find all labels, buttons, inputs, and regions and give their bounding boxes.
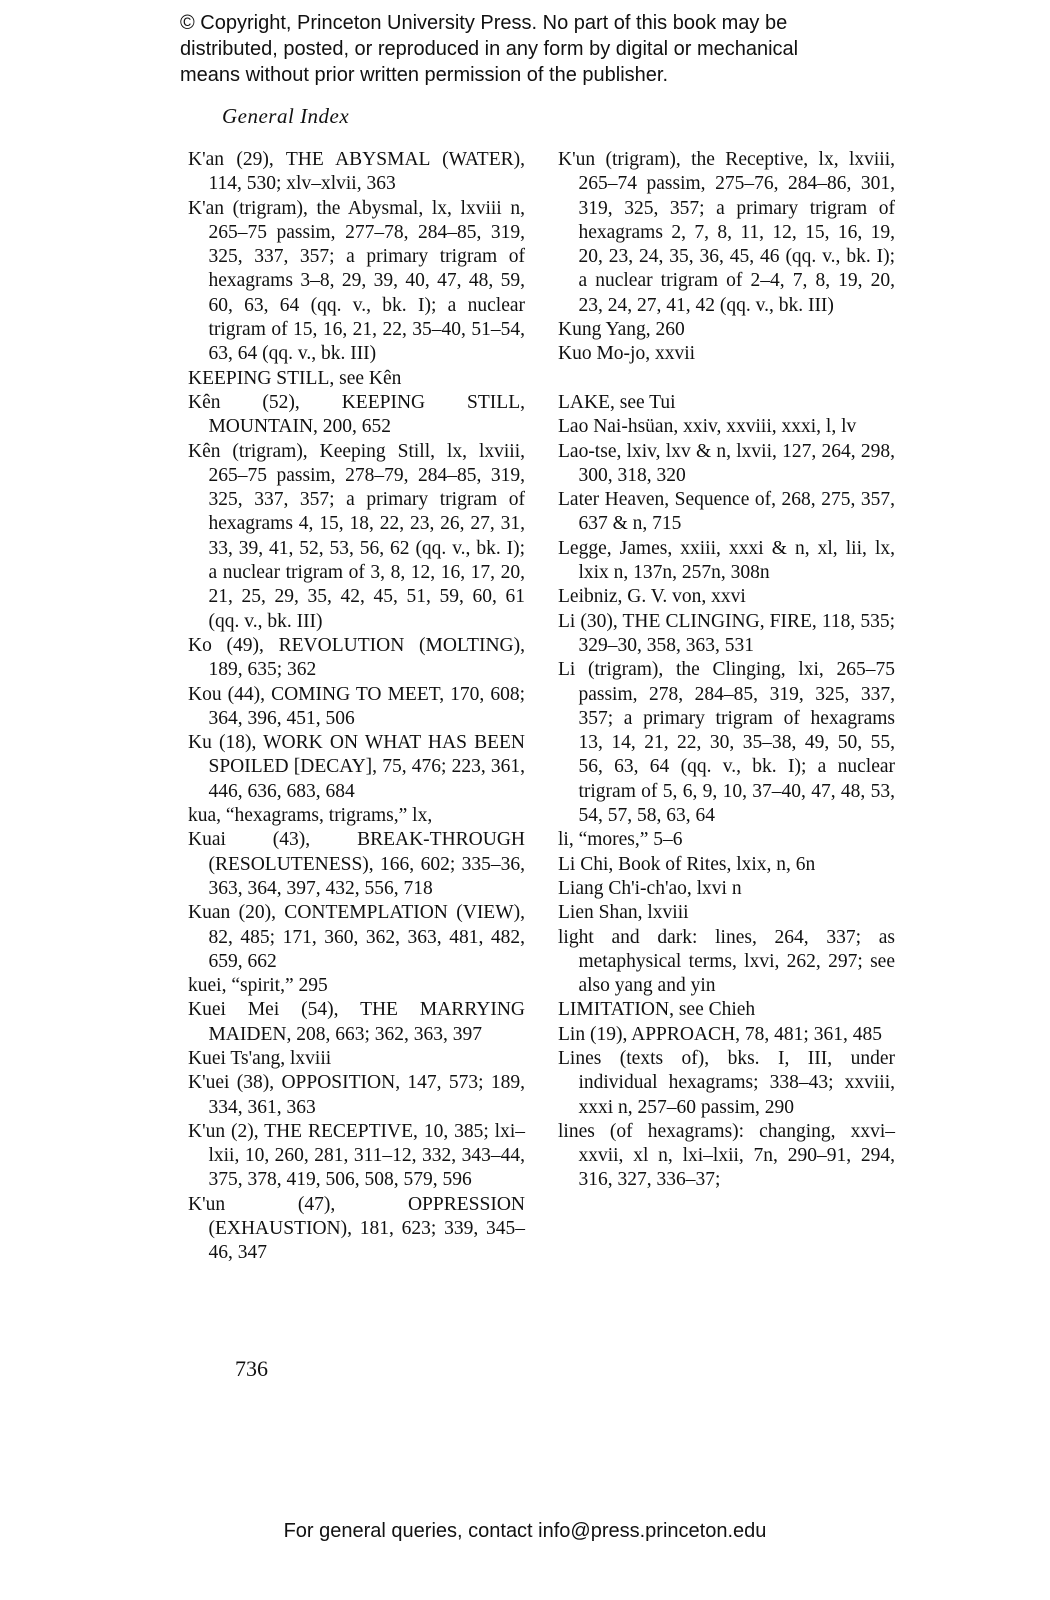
copyright-notice xyxy=(180,10,940,88)
copyright-line: means without prior written permission of the publisher. xyxy=(180,64,669,86)
index-entry: Kuo Mo-jo, xxvii xyxy=(558,343,696,365)
index-entry: KEEPING STILL, see Kên xyxy=(188,367,402,389)
index-entry: K'un (trigram), the Receptive, lx, lxviii, 265–74 passim, 275–76, 284–86, 301, 319, 325, 357; a primary trigram of hexagrams 2, 7, 8, 11, 12, 15, 16, 19, 20, 23, 24, 35, 36, 45, 46 (qq. v., bk. I); a nuclear trigram of 2–4, 7, 8, 19, 20, 23, 24, 27, 41, 42 (qq. v., bk. III) xyxy=(558,149,895,316)
running-head: General Index xyxy=(222,104,350,128)
index-column-right xyxy=(558,148,895,1193)
index-entry: Lao-tse, lxiv, lxv & n, lxvii, 127, 264, 298, 300, 318, 320 xyxy=(558,440,895,486)
copyright-line: © Copyright, Princeton University Press. No part of this book may be xyxy=(180,12,788,34)
index-entry: Lao Nai-hsüan, xxiv, xxviii, xxxi, l, lv xyxy=(558,416,857,438)
index-entry: Kên (52), KEEPING STILL, MOUNTAIN, 200, 652 xyxy=(188,391,525,438)
footer-contact: For general queries, contact info@press.princeton.edu xyxy=(283,1520,767,1542)
index-entry: Kuan (20), CONTEMPLATION (VIEW), 82, 485; 171, 360, 362, 363, 481, 482, 659, 662 xyxy=(188,902,525,972)
index-entry: LAKE, see Tui xyxy=(558,391,676,413)
index-entry: Lin (19), APPROACH, 78, 481; 361, 485 xyxy=(558,1023,882,1045)
index-entry: Kuei Ts'ang, lxviii xyxy=(188,1047,332,1069)
index-entry: Ku (18), WORK ON WHAT HAS BEEN SPOILED [DECAY], 75, 476; 223, 361, 446, 636, 683, 684 xyxy=(188,732,525,802)
page-number: 736 xyxy=(235,1356,268,1381)
index-entry: Kung Yang, 260 xyxy=(558,319,685,341)
index-entry: Legge, James, xxiii, xxxi & n, xl, lii, lx, lxix n, 137n, 257n, 308n xyxy=(558,537,895,584)
index-entry: li, “mores,” 5–6 xyxy=(558,829,683,851)
index-entry: Ko (49), REVOLUTION (MOLTING), 189, 635; 362 xyxy=(188,634,525,681)
index-entry: lines (of hexagrams): changing, xxvi–xxvii, xl n, lxi–lxii, 7n, 290–91, 294, 316, 327, 336–37; xyxy=(558,1120,895,1191)
index-entry: Kou (44), COMING TO MEET, 170, 608; 364, 396, 451, 506 xyxy=(188,683,525,729)
copyright-line: distributed, posted, or reproduced in any form by digital or mechanical xyxy=(180,38,799,60)
index-entry: K'an (29), THE ABYSMAL (WATER), 114, 530; xlv–xlvii, 363 xyxy=(188,149,525,195)
index-entry: K'an (trigram), the Abysmal, lx, lxviii n, 265–75 passim, 277–78, 284–85, 319, 325, 337, 357; a primary trigram of hexagrams 3–8, 29, 39, 40, 47, 48, 59, 60, 63, 64 (qq. v., bk. I); a nuclear trigram of 15, 16, 21, 22, 35–40, 51–54, 63, 64 (qq. v., bk. III) xyxy=(188,197,525,365)
index-entry: Liang Ch'i-ch'ao, lxvi n xyxy=(558,877,742,899)
index-entry: K'uei (38), OPPOSITION, 147, 573; 189, 334, 361, 363 xyxy=(188,1072,525,1118)
index-entry: Kuei Mei (54), THE MARRYING MAIDEN, 208, 663; 362, 363, 397 xyxy=(188,999,525,1045)
index-entry: Leibniz, G. V. von, xxvi xyxy=(558,586,746,608)
index-entry: K'un (2), THE RECEPTIVE, 10, 385; lxi–lxii, 10, 260, 281, 311–12, 332, 343–44, 375, 378, 419, 506, 508, 579, 596 xyxy=(188,1120,525,1191)
index-entry: K'un (47), OPPRESSION (EXHAUSTION), 181, 623; 339, 345–46, 347 xyxy=(188,1193,525,1264)
index-entry: Li (30), THE CLINGING, FIRE, 118, 535; 329–30, 358, 363, 531 xyxy=(558,610,895,656)
index-entry: Later Heaven, Sequence of, 268, 275, 357, 637 & n, 715 xyxy=(558,489,895,535)
index-entry: Kên (trigram), Keeping Still, lx, lxviii, 265–75 passim, 278–79, 284–85, 319, 325, 337, 357; a primary trigram of hexagrams 4, 15, 18, 22, 23, 26, 27, 31, 33, 39, 41, 52, 53, 56, 62 (qq. v., bk. I); a nuclear trigram of 3, 8, 12, 16, 17, 20, 21, 25, 29, 35, 42, 45, 51, 59, 60, 61 (qq. v., bk. III) xyxy=(188,440,525,632)
index-entry: Lines (texts of), bks. I, III, under individual hexagrams; 338–43; xxviii, xxxi n, 257–60 passim, 290 xyxy=(558,1047,895,1118)
index-entry: light and dark: lines, 264, 337; as metaphysical terms, lxvi, 262, 297; see also yang and yin xyxy=(558,926,895,997)
index-entry: Li (trigram), the Clinging, lxi, 265–75 passim, 278, 284–85, 319, 325, 337, 357; a primary trigram of hexagrams 13, 14, 21, 22, 30, 35–38, 49, 50, 55, 56, 63, 64 (qq. v., bk. I); a nuclear trigram of 5, 6, 9, 10, 37–40, 47, 48, 53, 54, 57, 58, 63, 64 xyxy=(558,659,895,827)
index-entry: Kuai (43), BREAK-THROUGH (RESOLUTENESS), 166, 602; 335–36, 363, 364, 397, 432, 556, 718 xyxy=(188,829,525,899)
letter-group-gap xyxy=(558,367,895,391)
index-entry: Li Chi, Book of Rites, lxix, n, 6n xyxy=(558,853,816,875)
index-column-left xyxy=(188,148,525,1266)
index-entry: LIMITATION, see Chieh xyxy=(558,999,756,1021)
index-entry: Lien Shan, lxviii xyxy=(558,902,689,924)
index-entry: kuei, “spirit,” 295 xyxy=(188,975,328,997)
index-entry: kua, “hexagrams, trigrams,” lx, xyxy=(188,805,433,827)
